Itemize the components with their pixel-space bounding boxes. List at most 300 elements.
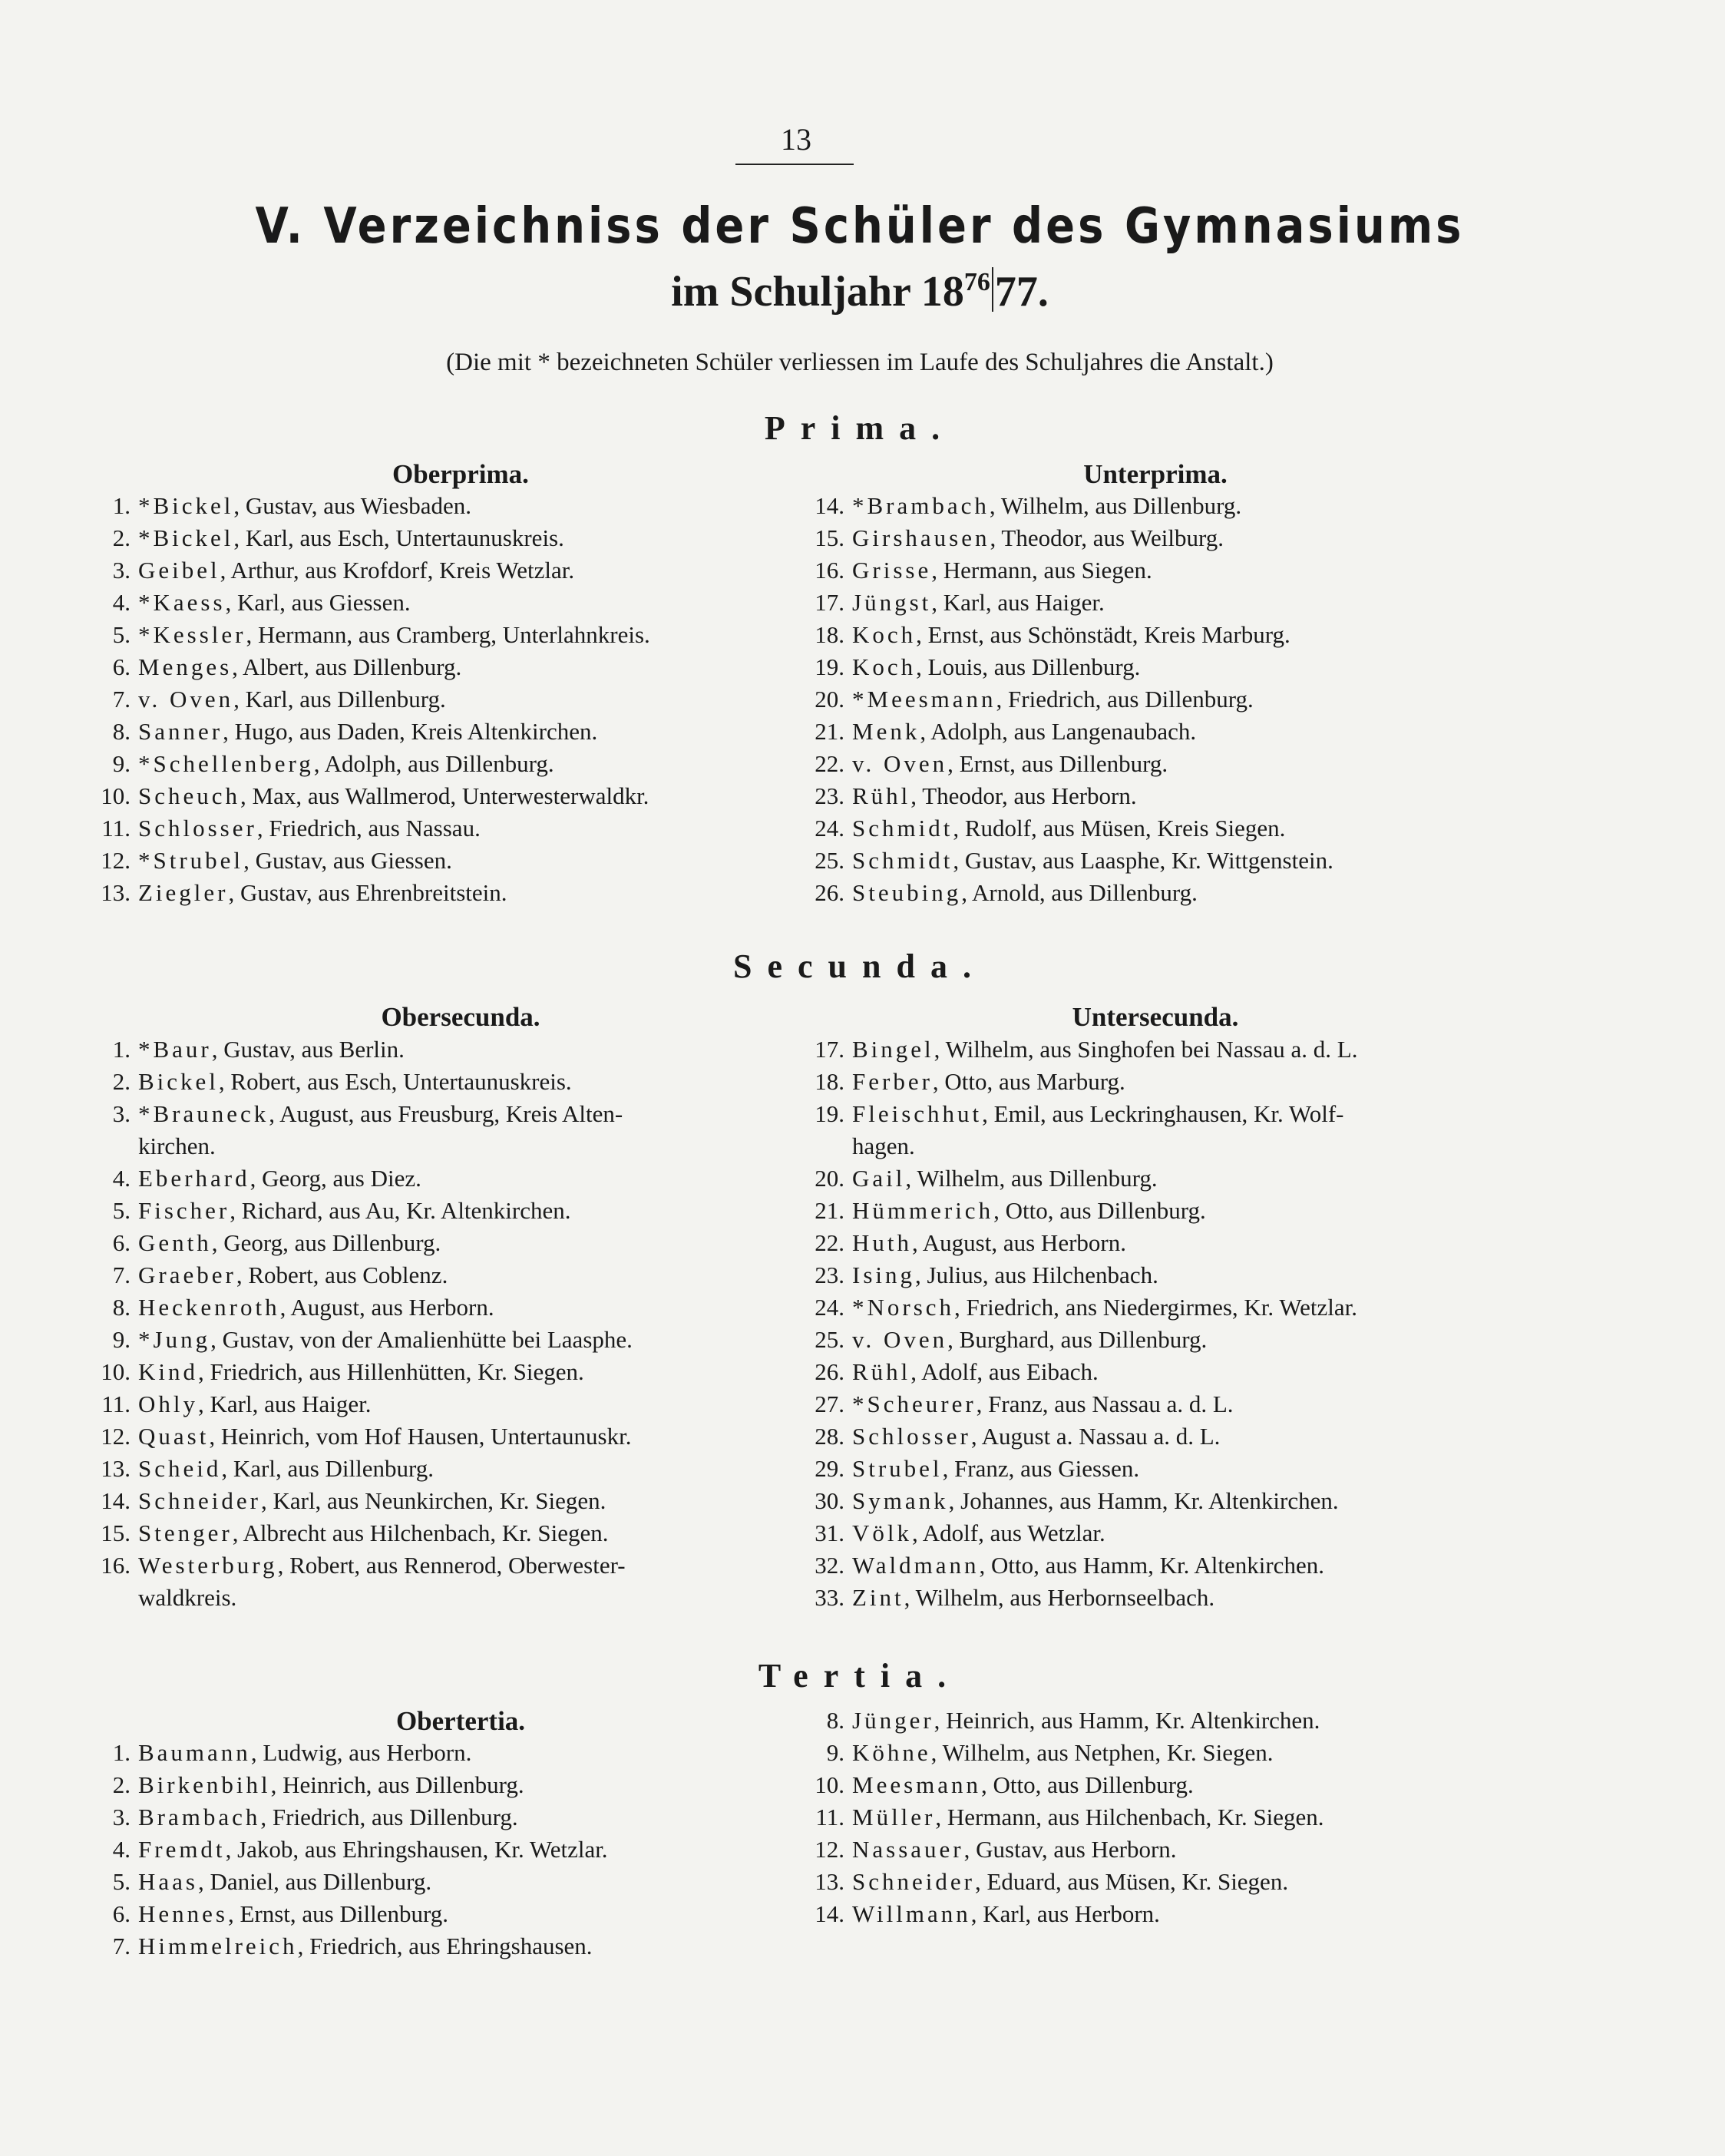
student-surname: Himmelreich xyxy=(138,1933,298,1959)
list-item xyxy=(84,619,791,651)
subsection-title-untersecunda: Untersecunda. xyxy=(1072,1002,1239,1032)
student-entry xyxy=(798,716,1505,748)
entry-number: 22. xyxy=(815,750,844,777)
student-details: , Georg, aus Diez. xyxy=(249,1165,421,1192)
list-item xyxy=(798,1356,1505,1388)
entry-text xyxy=(852,1195,1505,1227)
student-details: , Gustav, aus Giessen. xyxy=(243,847,452,874)
student-details: , Friedrich, aus Nassau. xyxy=(256,815,481,842)
entry-number: 16. xyxy=(815,557,844,584)
list-item xyxy=(84,651,791,683)
list-item xyxy=(798,683,1505,716)
student-entry xyxy=(798,1769,1505,1801)
student-surname: v. Oven xyxy=(852,750,948,777)
list-item xyxy=(84,1549,791,1614)
student-surname: *Kessler xyxy=(138,621,246,648)
list-item xyxy=(798,490,1505,522)
entry-number: 11. xyxy=(101,1390,131,1417)
student-details: , Karl, aus Neunkirchen, Kr. Siegen. xyxy=(260,1487,606,1514)
student-entry xyxy=(84,1195,791,1227)
student-surname: Fremdt xyxy=(138,1836,226,1863)
student-surname: *Brambach xyxy=(852,492,990,519)
entry-number: 6. xyxy=(112,1900,131,1927)
entry-text xyxy=(852,716,1505,748)
student-surname: Sanner xyxy=(138,718,223,745)
student-entry xyxy=(84,1549,791,1582)
student-details: , Gustav, aus Herborn. xyxy=(963,1836,1177,1863)
section-title-tertia: Tertia. xyxy=(758,1657,962,1695)
student-details: , Johannes, aus Hamm, Kr. Altenkirchen. xyxy=(948,1487,1339,1514)
student-surname: Schmidt xyxy=(852,815,953,842)
list-item xyxy=(84,683,791,716)
entry-number: 6. xyxy=(112,653,131,680)
entry-number: 18. xyxy=(815,1068,844,1095)
student-details: , Ernst, aus Dillenburg. xyxy=(227,1900,448,1927)
student-surname: Jünger xyxy=(852,1707,934,1734)
entry-text xyxy=(138,1737,791,1769)
student-details: , Karl, aus Dillenburg. xyxy=(233,686,446,713)
student-details: , Rudolf, aus Müsen, Kreis Siegen. xyxy=(953,815,1286,842)
student-surname: Völk xyxy=(852,1519,912,1546)
entry-number: 7. xyxy=(112,686,131,713)
student-entry xyxy=(798,554,1505,587)
list-item xyxy=(84,490,791,522)
student-entry xyxy=(84,845,791,877)
student-entry xyxy=(84,1737,791,1769)
entry-number: 28. xyxy=(815,1423,844,1450)
student-entry xyxy=(798,845,1505,877)
entry-number: 14. xyxy=(815,1900,844,1927)
entry-number: 1. xyxy=(112,492,131,519)
student-surname: Koch xyxy=(852,621,917,648)
entry-text xyxy=(852,1453,1505,1485)
student-surname: Westerburg xyxy=(138,1552,278,1579)
list-item xyxy=(798,554,1505,587)
entry-number: 32. xyxy=(815,1552,844,1579)
entry-number: 24. xyxy=(815,815,844,842)
student-entry xyxy=(84,619,791,651)
list-item xyxy=(798,1195,1505,1227)
student-surname: Meesmann xyxy=(852,1771,982,1798)
student-entry xyxy=(84,1485,791,1517)
entry-number: 6. xyxy=(112,1229,131,1256)
student-entry xyxy=(798,587,1505,619)
list-item xyxy=(84,877,791,909)
entry-text xyxy=(852,1291,1505,1324)
entry-text xyxy=(852,877,1505,909)
student-details: , Eduard, aus Müsen, Kr. Siegen. xyxy=(974,1868,1289,1895)
list-item xyxy=(84,522,791,554)
student-surname: *Kaess xyxy=(138,589,226,616)
page-subtitle xyxy=(100,267,1620,316)
student-details: , Friedrich, aus Dillenburg. xyxy=(996,686,1254,713)
student-details: , Adolf, aus Wetzlar. xyxy=(912,1519,1105,1546)
student-surname: Birkenbihl xyxy=(138,1771,271,1798)
student-entry xyxy=(84,1866,791,1898)
student-details: , Georg, aus Dillenburg. xyxy=(211,1229,441,1256)
student-list-obersecunda xyxy=(84,1033,791,1614)
student-surname: *Scheurer xyxy=(852,1390,977,1417)
entry-text xyxy=(138,1291,791,1324)
student-entry xyxy=(84,1517,791,1549)
student-entry xyxy=(798,683,1505,716)
list-item xyxy=(84,554,791,587)
student-details: , Karl, aus Esch, Untertaunuskreis. xyxy=(233,524,564,551)
student-surname: *Bickel xyxy=(138,492,234,519)
entry-text xyxy=(852,1705,1505,1737)
entry-text xyxy=(852,1388,1505,1420)
entry-number: 2. xyxy=(112,524,131,551)
entry-number: 5. xyxy=(112,621,131,648)
entry-number: 29. xyxy=(815,1455,844,1482)
entry-text xyxy=(138,1356,791,1388)
list-item xyxy=(84,1737,791,1769)
entry-text xyxy=(852,1549,1505,1582)
list-item xyxy=(798,1420,1505,1453)
student-details: , Ernst, aus Dillenburg. xyxy=(947,750,1168,777)
student-list-unterprima xyxy=(798,490,1505,909)
entry-text xyxy=(138,1549,791,1582)
student-entry xyxy=(798,877,1505,909)
student-surname: *Brauneck xyxy=(138,1100,269,1127)
entry-text xyxy=(852,1420,1505,1453)
student-surname: Ferber xyxy=(852,1068,933,1095)
student-details: , Gustav, aus Laasphe, Kr. Wittgenstein. xyxy=(953,847,1333,874)
list-item xyxy=(84,1195,791,1227)
list-item xyxy=(798,619,1505,651)
entry-text xyxy=(138,1930,791,1963)
student-entry xyxy=(798,1356,1505,1388)
entry-text xyxy=(138,1098,791,1130)
list-item xyxy=(84,1227,791,1259)
student-list-oberprima xyxy=(84,490,791,909)
student-entry xyxy=(84,1259,791,1291)
student-list-tertia-continued xyxy=(798,1705,1505,1930)
list-item xyxy=(84,1066,791,1098)
entry-text xyxy=(852,1834,1505,1866)
student-surname: Steubing xyxy=(852,879,962,906)
student-details: , August, aus Freusburg, Kreis Alten- xyxy=(269,1100,623,1127)
entry-number: 1. xyxy=(112,1739,131,1766)
entry-number: 23. xyxy=(815,1262,844,1288)
student-details: , August a. Nassau a. d. L. xyxy=(970,1423,1221,1450)
student-surname: *Baur xyxy=(138,1036,212,1063)
entry-number: 14. xyxy=(815,492,844,519)
student-surname: Menk xyxy=(852,718,920,745)
entry-continuation: waldkreis. xyxy=(138,1584,237,1611)
student-surname: Schlosser xyxy=(138,815,257,842)
list-item xyxy=(84,716,791,748)
page-number: 13 xyxy=(781,122,811,157)
entry-text xyxy=(138,1834,791,1866)
student-entry xyxy=(798,1517,1505,1549)
subtitle-suffix: 77. xyxy=(994,268,1049,316)
entry-text xyxy=(138,877,791,909)
student-entry xyxy=(84,1453,791,1485)
list-item xyxy=(798,1388,1505,1420)
student-surname: v. Oven xyxy=(138,686,234,713)
list-item xyxy=(798,877,1505,909)
student-entry xyxy=(798,1453,1505,1485)
entry-text xyxy=(138,522,791,554)
list-item xyxy=(798,1582,1505,1614)
entry-number: 17. xyxy=(815,1036,844,1063)
entry-text xyxy=(852,1898,1505,1930)
entry-number: 19. xyxy=(815,653,844,680)
entry-number: 15. xyxy=(815,524,844,551)
list-item xyxy=(84,1388,791,1420)
student-entry xyxy=(798,1420,1505,1453)
entry-text xyxy=(852,490,1505,522)
student-surname: Schlosser xyxy=(852,1423,971,1450)
student-details: , Heinrich, vom Hof Hausen, Untertaunuskr. xyxy=(209,1423,632,1450)
entry-text xyxy=(138,1162,791,1195)
student-details: , Robert, aus Rennerod, Oberwester- xyxy=(277,1552,626,1579)
list-item xyxy=(84,1420,791,1453)
entry-number: 22. xyxy=(815,1229,844,1256)
student-details: , Albrecht aus Hilchenbach, Kr. Siegen. xyxy=(232,1519,609,1546)
entry-number: 33. xyxy=(815,1584,844,1611)
student-entry xyxy=(798,1485,1505,1517)
entry-text xyxy=(852,1259,1505,1291)
entry-text xyxy=(138,748,791,780)
list-item xyxy=(84,1898,791,1930)
list-item xyxy=(84,1162,791,1195)
entry-text xyxy=(852,1356,1505,1388)
list-item xyxy=(798,780,1505,812)
student-details: , Karl, aus Haiger. xyxy=(931,589,1105,616)
student-surname: Nassauer xyxy=(852,1836,964,1863)
entry-number: 11. xyxy=(101,815,131,842)
list-item xyxy=(798,716,1505,748)
student-surname: v. Oven xyxy=(852,1326,948,1353)
list-item xyxy=(84,1769,791,1801)
entry-number: 13. xyxy=(101,1455,131,1482)
list-item xyxy=(798,651,1505,683)
student-details: , Friedrich, aus Ehringshausen. xyxy=(297,1933,593,1959)
list-item xyxy=(84,748,791,780)
student-details: , Arthur, aus Krofdorf, Kreis Wetzlar. xyxy=(220,557,575,584)
legend-note: (Die mit * bezeichneten Schüler verliessen im Laufe des Schuljahres die Anstalt.) xyxy=(446,349,1274,376)
student-entry xyxy=(798,748,1505,780)
student-entry xyxy=(798,780,1505,812)
student-details: , Karl, aus Dillenburg. xyxy=(221,1455,435,1482)
entry-text xyxy=(138,587,791,619)
student-details: , Hermann, aus Siegen. xyxy=(931,557,1152,584)
student-surname: Kind xyxy=(138,1358,198,1385)
entry-number: 9. xyxy=(826,1739,844,1766)
student-entry xyxy=(798,1737,1505,1769)
student-details: , Daniel, aus Dillenburg. xyxy=(197,1868,432,1895)
student-surname: *Meesmann xyxy=(852,686,996,713)
entry-number: 12. xyxy=(101,1423,131,1450)
page-title: V. Verzeichniss der Schüler des Gymnasiums xyxy=(255,197,1465,255)
list-item xyxy=(84,1098,791,1162)
entry-text xyxy=(852,1866,1505,1898)
entry-number: 16. xyxy=(101,1552,131,1579)
list-item xyxy=(798,1098,1505,1162)
entry-text xyxy=(852,1801,1505,1834)
entry-number: 5. xyxy=(112,1197,131,1224)
student-details: , Otto, aus Dillenburg. xyxy=(981,1771,1194,1798)
list-item xyxy=(84,1356,791,1388)
student-entry xyxy=(84,1420,791,1453)
student-entry xyxy=(798,651,1505,683)
student-details: , Albert, aus Dillenburg. xyxy=(232,653,462,680)
student-surname: Schneider xyxy=(852,1868,975,1895)
student-entry xyxy=(798,1705,1505,1737)
entry-text xyxy=(138,1420,791,1453)
list-item xyxy=(798,1259,1505,1291)
student-entry xyxy=(84,1388,791,1420)
list-item xyxy=(798,1705,1505,1737)
list-item xyxy=(84,1259,791,1291)
entry-text xyxy=(852,522,1505,554)
student-surname: Hümmerich xyxy=(852,1197,994,1224)
entry-text xyxy=(138,1227,791,1259)
list-item xyxy=(798,1549,1505,1582)
student-entry xyxy=(84,651,791,683)
entry-text xyxy=(852,845,1505,877)
entry-number: 4. xyxy=(112,1836,131,1863)
subsection-title-oberprima: Oberprima. xyxy=(392,459,529,489)
entry-number: 25. xyxy=(815,847,844,874)
entry-text xyxy=(852,554,1505,587)
student-details: , Richard, aus Au, Kr. Altenkirchen. xyxy=(230,1197,571,1224)
student-surname: Girshausen xyxy=(852,524,990,551)
entry-text xyxy=(852,1517,1505,1549)
student-details: , Friedrich, aus Hillenhütten, Kr. Siegen. xyxy=(198,1358,584,1385)
page-number-rule xyxy=(735,164,854,165)
list-item xyxy=(798,1324,1505,1356)
student-surname: Baumann xyxy=(138,1739,251,1766)
entry-number: 25. xyxy=(815,1326,844,1353)
entry-number: 26. xyxy=(815,879,844,906)
subsection-title-unterprima: Unterprima. xyxy=(1083,459,1228,489)
subsection-title-obersecunda: Obersecunda. xyxy=(381,1002,540,1032)
section-title-prima: Prima. xyxy=(764,409,956,447)
student-surname: Ising xyxy=(852,1262,915,1288)
list-item xyxy=(798,1453,1505,1485)
entry-number: 7. xyxy=(112,1262,131,1288)
student-entry xyxy=(798,1834,1505,1866)
student-entry xyxy=(798,1259,1505,1291)
entry-number: 13. xyxy=(815,1868,844,1895)
list-item xyxy=(84,1517,791,1549)
student-surname: Waldmann xyxy=(852,1552,980,1579)
student-details: , August, aus Herborn. xyxy=(912,1229,1126,1256)
student-details: , August, aus Herborn. xyxy=(279,1294,494,1321)
student-entry xyxy=(84,1898,791,1930)
entry-text xyxy=(138,812,791,845)
student-details: , Franz, aus Giessen. xyxy=(942,1455,1140,1482)
entry-continuation: hagen. xyxy=(852,1133,915,1159)
student-details: , Otto, aus Dillenburg. xyxy=(993,1197,1206,1224)
student-surname: Hennes xyxy=(138,1900,228,1927)
entry-text xyxy=(852,1324,1505,1356)
student-details: , Louis, aus Dillenburg. xyxy=(916,653,1141,680)
student-entry xyxy=(84,877,791,909)
entry-text xyxy=(138,1324,791,1356)
student-surname: Eberhard xyxy=(138,1165,250,1192)
entry-number: 27. xyxy=(815,1390,844,1417)
entry-text xyxy=(852,1066,1505,1098)
entry-text xyxy=(852,1582,1505,1614)
student-surname: Müller xyxy=(852,1804,936,1830)
entry-number: 31. xyxy=(815,1519,844,1546)
student-details: , Karl, aus Haiger. xyxy=(198,1390,372,1417)
entry-number: 4. xyxy=(112,1165,131,1192)
student-details: , Max, aus Wallmerod, Unterwesterwaldkr. xyxy=(240,782,649,809)
student-entry xyxy=(798,1801,1505,1834)
student-surname: *Schellenberg xyxy=(138,750,314,777)
entry-number: 23. xyxy=(815,782,844,809)
student-details: , Otto, aus Marburg. xyxy=(932,1068,1125,1095)
list-item xyxy=(798,1485,1505,1517)
section-title-secunda: Secunda. xyxy=(733,947,986,985)
entry-number: 8. xyxy=(826,1707,844,1734)
list-item xyxy=(84,1485,791,1517)
student-entry xyxy=(84,1291,791,1324)
student-entry xyxy=(84,748,791,780)
student-details: , Adolf, aus Eibach. xyxy=(910,1358,1099,1385)
student-details: , Wilhelm, aus Herbornseelbach. xyxy=(904,1584,1215,1611)
year-divider xyxy=(992,267,993,312)
entry-number: 20. xyxy=(815,1165,844,1192)
student-entry xyxy=(84,522,791,554)
entry-number: 10. xyxy=(815,1771,844,1798)
student-details: , Wilhelm, aus Dillenburg. xyxy=(989,492,1242,519)
entry-text xyxy=(852,1033,1505,1066)
entry-text xyxy=(138,651,791,683)
student-surname: Bickel xyxy=(138,1068,219,1095)
list-item xyxy=(84,1033,791,1066)
student-surname: Geibel xyxy=(138,557,220,584)
entry-number: 12. xyxy=(101,847,131,874)
entry-text xyxy=(138,1388,791,1420)
entry-text xyxy=(852,812,1505,845)
student-details: , Karl, aus Herborn. xyxy=(970,1900,1160,1927)
student-entry xyxy=(798,522,1505,554)
entry-text xyxy=(852,748,1505,780)
student-surname: Genth xyxy=(138,1229,212,1256)
entry-number: 12. xyxy=(815,1836,844,1863)
entry-number: 8. xyxy=(112,718,131,745)
entry-number: 18. xyxy=(815,621,844,648)
student-entry xyxy=(84,716,791,748)
student-surname: Haas xyxy=(138,1868,198,1895)
student-details: , Gustav, aus Berlin. xyxy=(211,1036,405,1063)
entry-text xyxy=(138,490,791,522)
entry-text xyxy=(138,716,791,748)
list-item xyxy=(798,1866,1505,1898)
student-surname: Bingel xyxy=(852,1036,934,1063)
entry-number: 10. xyxy=(101,1358,131,1385)
entry-continuation: kirchen. xyxy=(138,1133,216,1159)
entry-text xyxy=(138,845,791,877)
student-details: , Hermann, aus Cramberg, Unterlahnkreis. xyxy=(246,621,650,648)
entry-number: 4. xyxy=(112,589,131,616)
student-details: , Jakob, aus Ehringshausen, Kr. Wetzlar. xyxy=(225,1836,608,1863)
entry-text xyxy=(138,1898,791,1930)
student-entry xyxy=(798,1066,1505,1098)
student-surname: Strubel xyxy=(852,1455,943,1482)
entry-text xyxy=(852,1098,1505,1130)
student-entry xyxy=(798,1388,1505,1420)
list-item xyxy=(798,1517,1505,1549)
student-details: , Emil, aus Leckringhausen, Kr. Wolf- xyxy=(982,1100,1344,1127)
list-item xyxy=(84,812,791,845)
